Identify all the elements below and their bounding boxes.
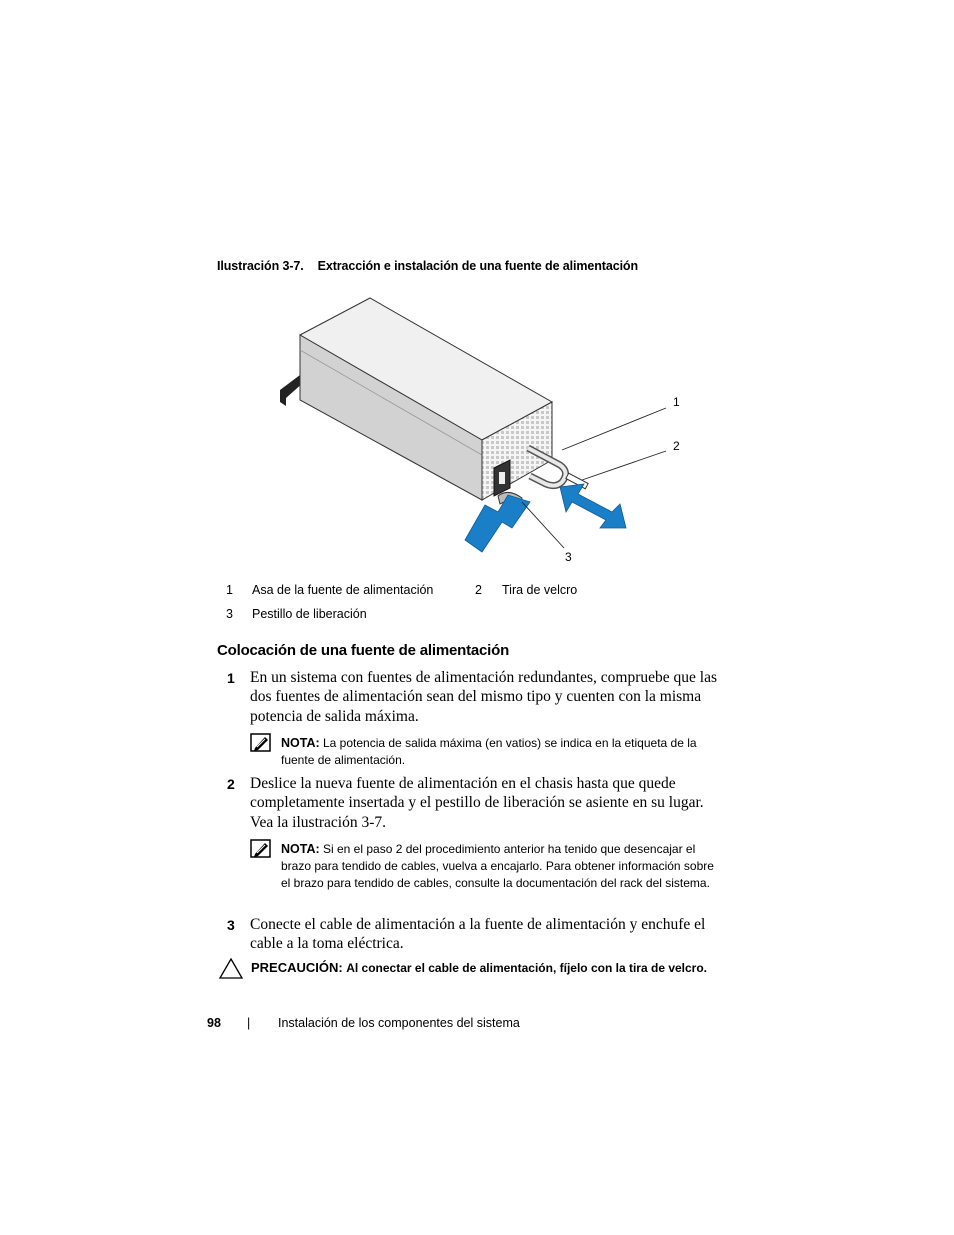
callout-2: 2: [673, 439, 680, 453]
caution-label: PRECAUCIÓN:: [251, 960, 343, 975]
figure-caption-label: Ilustración 3-7.: [217, 259, 304, 273]
footer-separator: |: [247, 1016, 251, 1030]
legend-label: Pestillo de liberación: [252, 607, 367, 621]
note-pencil-icon: [250, 733, 272, 753]
step-text: Conecte el cable de alimentación a la fuente de alimentación y enchufe el cable a la toma eléctrica.: [250, 916, 706, 953]
figure-caption: [217, 259, 638, 273]
step-number: 1: [227, 670, 235, 686]
callout-1: 1: [673, 395, 680, 409]
page-number: 98: [207, 1016, 221, 1030]
figure-caption-title: Extracción e instalación de una fuente de alimentación: [317, 259, 639, 273]
step-number: 2: [227, 776, 235, 792]
footer-chapter: Instalación de los componentes del sistema: [278, 1016, 520, 1030]
insert-arrow: [465, 495, 530, 552]
caution-body: Al conectar el cable de alimentación, fíjelo con la tira de velcro.: [346, 961, 708, 975]
step-text: En un sistema con fuentes de alimentación redundantes, compruebe que las dos fuentes de alimentación sean del mismo tipo y cuenten con la misma potencia de salida máxima.: [250, 669, 717, 725]
step-text: Deslice la nueva fuente de alimentación en el chasis hasta que quede completamente insertada y el pestillo de liberación se asiente en su lugar. Vea la ilustración 3-7.: [250, 775, 704, 831]
section-heading: Colocación de una fuente de alimentación: [217, 642, 510, 659]
callout-3: 3: [565, 550, 572, 564]
note-pencil-icon: [250, 839, 272, 859]
step-number: 3: [227, 917, 235, 933]
note-label: NOTA:: [281, 842, 320, 856]
legend-item: [226, 583, 233, 597]
caution-triangle-icon: [219, 958, 243, 979]
note-2: [281, 841, 721, 892]
legend-num: 3: [226, 607, 233, 621]
note-body: Si en el paso 2 del procedimiento anterior ha tenido que desencajar el brazo para tendido de cables, vuelva a encajarlo. Para obtener información sobre el brazo para tendido de cables, consulte la documentación del rack del sistema.: [281, 842, 714, 890]
legend-label: Asa de la fuente de alimentación: [252, 583, 434, 597]
note-body: La potencia de salida máxima (en vatios) se indica en la etiqueta de la fuente de alimentación.: [281, 736, 697, 767]
legend-num: 2: [475, 583, 482, 597]
note-label: NOTA:: [281, 736, 320, 750]
legend-num: 1: [226, 583, 233, 597]
pull-arrow: [560, 484, 626, 528]
psu-illustration: [270, 290, 690, 575]
note-1: [281, 735, 721, 769]
legend-label: Tira de velcro: [502, 583, 578, 597]
caution: [251, 960, 707, 975]
